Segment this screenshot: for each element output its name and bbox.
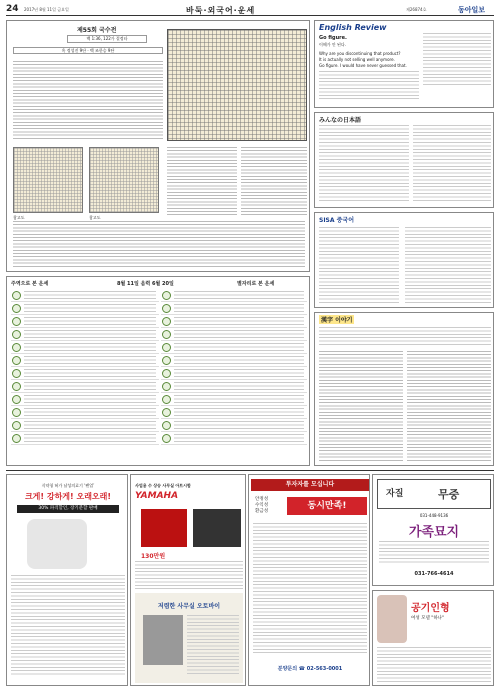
ad-doll-image <box>377 595 407 643</box>
horoscope-text <box>24 369 156 378</box>
ad-moto-lower-text <box>187 615 239 675</box>
reference-diagram-1 <box>13 147 83 213</box>
horoscope-text <box>24 304 156 313</box>
horoscope-text <box>174 356 304 365</box>
horoscope-text <box>24 291 156 300</box>
baduk-players: 흑 정성진 9단 · 백 조한승 9단 <box>13 47 163 54</box>
hanja-body-left <box>319 351 403 463</box>
horoscope-row <box>11 302 159 315</box>
ad-moto-image-2 <box>193 509 241 547</box>
horoscope-row <box>161 406 307 419</box>
horoscope-text <box>24 330 156 339</box>
star-sign-icon <box>162 434 171 443</box>
ad-health-big: 크게! 강하게! 오래오래! <box>24 492 112 501</box>
horoscope-text <box>174 434 304 443</box>
horoscope-text <box>24 356 156 365</box>
zodiac-animal-icon <box>12 304 21 313</box>
hanja-body-right <box>407 351 491 463</box>
horoscope-text <box>174 343 304 352</box>
ad-cemetery[interactable] <box>372 474 494 586</box>
ad-health-product-image <box>27 519 87 569</box>
issue-date: 2017년 8월 11일 금요일 <box>24 7 69 12</box>
star-sign-icon <box>162 343 171 352</box>
hanja-section <box>314 312 494 466</box>
zodiac-animal-icon <box>12 434 21 443</box>
ad-cemetery-big: 가족묘지 <box>408 525 460 540</box>
horoscope-row <box>161 367 307 380</box>
ad-cemetery-title1: 자질 <box>386 489 404 499</box>
star-sign-icon <box>162 369 171 378</box>
go-board <box>167 29 307 141</box>
english-line-2: 이해가 안 된다. <box>319 42 346 47</box>
horoscope-row <box>11 432 159 445</box>
star-sign-icon <box>162 421 171 430</box>
horoscope-text <box>24 408 156 417</box>
english-review <box>314 20 494 108</box>
zodiac-animal-icon <box>12 408 21 417</box>
horoscope-row <box>161 302 307 315</box>
chinese-body-left <box>319 227 399 303</box>
baduk-title: 제55회 국수전 <box>77 27 117 34</box>
hanja-intro <box>319 327 491 347</box>
ad-moto-line: 사업용 수 상승 사무실 아트시합 <box>135 483 191 488</box>
hanja-title: 漢字 이야기 <box>321 317 353 324</box>
horoscope-row <box>11 419 159 432</box>
ad-health-discount: 30% 파격할인, 장기분할 판매 <box>17 505 119 513</box>
japanese-body-right <box>413 125 491 203</box>
chinese-body-right <box>405 227 491 303</box>
ad-invest-text <box>253 523 367 653</box>
horoscope-text <box>24 395 156 404</box>
star-sign-icon <box>162 356 171 365</box>
publisher-logo: 동아일보 <box>458 6 486 14</box>
star-sign-icon <box>162 395 171 404</box>
horoscope-row <box>11 380 159 393</box>
horoscope-row <box>11 341 159 354</box>
horoscope-text <box>24 421 156 430</box>
zodiac-animal-icon <box>12 382 21 391</box>
baduk-commentary-3 <box>241 147 307 217</box>
japanese-title: みんなの日本語 <box>319 117 362 124</box>
zodiac-animal-icon <box>12 343 21 352</box>
zodiac-animal-icon <box>12 369 21 378</box>
horoscope-text <box>24 382 156 391</box>
ad-doll-text <box>377 647 491 683</box>
zodiac-animal-icon <box>12 291 21 300</box>
ad-cemetery-text <box>379 541 489 565</box>
horoscope-row <box>161 315 307 328</box>
baduk-section <box>6 20 310 272</box>
ad-invest-points <box>255 497 268 515</box>
horoscope-row <box>11 315 159 328</box>
horoscope-row <box>161 289 307 302</box>
ad-cemetery-banner <box>377 479 491 509</box>
horoscope-row <box>11 367 159 380</box>
horoscope-row <box>161 380 307 393</box>
horoscope-row <box>161 419 307 432</box>
diagram-label-1: 참고도 <box>13 215 25 220</box>
ad-invest-big: 동시만족! <box>287 497 367 515</box>
horoscope-text <box>24 434 156 443</box>
horoscope-text <box>174 330 304 339</box>
horoscope-text <box>24 343 156 352</box>
horoscope-row <box>11 406 159 419</box>
ad-cemetery-phone: 031-448-9136 <box>419 513 449 518</box>
horoscope-text <box>174 395 304 404</box>
ad-invest-liquid: 환금성 <box>255 509 269 514</box>
horoscope-text <box>174 317 304 326</box>
chinese-section <box>314 212 494 308</box>
ad-moto-brand: YAMAHA <box>135 491 179 501</box>
horoscope-row <box>161 393 307 406</box>
baduk-match: 백 1:36, 122가 결정타 <box>67 35 147 43</box>
english-line-1: Go figure. <box>319 35 347 41</box>
star-sign-icon <box>162 382 171 391</box>
horoscope-row <box>161 328 307 341</box>
horoscope-row <box>11 354 159 367</box>
zodiac-list-right <box>161 289 307 463</box>
horoscope-text <box>24 317 156 326</box>
ad-divider <box>6 470 494 471</box>
ad-invest-profit: 수익성 <box>255 503 269 508</box>
ad-invest-phone: 분양문의 ☎ 02-563-0001 <box>277 666 343 672</box>
japanese-section <box>314 112 494 208</box>
horoscope-text <box>174 421 304 430</box>
page-header <box>6 4 494 16</box>
horoscope-title-right: 별자리로 본 운세 <box>237 281 275 287</box>
horoscope-row <box>11 328 159 341</box>
horoscope-section <box>6 276 310 466</box>
reference-diagram-2 <box>89 147 159 213</box>
ad-moto-price: 130만원 <box>141 553 166 560</box>
star-sign-icon <box>162 304 171 313</box>
horoscope-row <box>161 354 307 367</box>
english-line-5: Go figure. I would have never guessed that. <box>319 63 407 68</box>
ad-moto-text <box>135 561 243 589</box>
ad-motorcycle[interactable] <box>130 474 246 686</box>
ad-invest-safe: 안정성 <box>255 497 269 502</box>
section-title: 바둑·외국어·운세 <box>186 6 256 15</box>
ad-cemetery-title2: 무중 <box>438 488 460 501</box>
zodiac-animal-icon <box>12 317 21 326</box>
horoscope-text <box>174 369 304 378</box>
horoscope-date: 8월 11일 음력 6월 20일 <box>117 281 174 287</box>
horoscope-text <box>174 382 304 391</box>
japanese-body-left <box>319 125 409 203</box>
ad-investment[interactable] <box>248 474 370 686</box>
horoscope-row <box>11 393 159 406</box>
horoscope-row <box>161 432 307 445</box>
ad-doll[interactable] <box>372 590 494 686</box>
horoscope-text <box>174 291 304 300</box>
diagram-label-2: 참고도 <box>89 215 101 220</box>
ad-moto-image-1 <box>141 509 187 547</box>
horoscope-text <box>174 304 304 313</box>
english-body <box>319 71 419 101</box>
horoscope-title-left: 주역으로 본 운세 <box>11 281 49 287</box>
ad-doll-big: 공기인형 <box>411 603 450 614</box>
star-sign-icon <box>162 317 171 326</box>
ad-invest-title: 투자자를 모십니다 <box>251 479 369 491</box>
page-number: 24 <box>6 4 19 14</box>
zodiac-animal-icon <box>12 356 21 365</box>
star-sign-icon <box>162 291 171 300</box>
horoscope-row <box>161 341 307 354</box>
ad-moto-sub: 저렴한 사무실 오토바이 <box>157 603 221 610</box>
ad-health-headline: 식약청 허가 남성의료기 ‘펜업’ <box>41 483 95 488</box>
zodiac-animal-icon <box>12 330 21 339</box>
ad-cemetery-phone2: 031-766-4614 <box>414 571 454 577</box>
chinese-title: SISA 중국어 <box>319 217 354 224</box>
ad-health[interactable] <box>6 474 128 686</box>
star-sign-icon <box>162 408 171 417</box>
zodiac-animal-icon <box>12 395 21 404</box>
issue-number: 제26874호 <box>406 7 427 12</box>
star-sign-icon <box>162 330 171 339</box>
english-line-4: It is actually not selling well anymore. <box>319 57 395 62</box>
ad-moto-lower <box>135 593 243 683</box>
horoscope-row <box>11 289 159 302</box>
baduk-commentary-4 <box>13 221 305 269</box>
zodiac-list-left <box>11 289 159 463</box>
baduk-commentary <box>13 61 163 141</box>
ad-health-text <box>11 575 125 675</box>
english-line-3: Why are you discontinuing that product? <box>319 51 401 56</box>
english-notes <box>423 33 491 85</box>
ad-doll-sub: 여성 모델 "하나" <box>411 616 445 621</box>
ad-moto-image-3 <box>143 615 183 665</box>
english-review-brand: English Review <box>319 23 387 32</box>
zodiac-animal-icon <box>12 421 21 430</box>
horoscope-text <box>174 408 304 417</box>
baduk-commentary-2 <box>167 147 237 217</box>
